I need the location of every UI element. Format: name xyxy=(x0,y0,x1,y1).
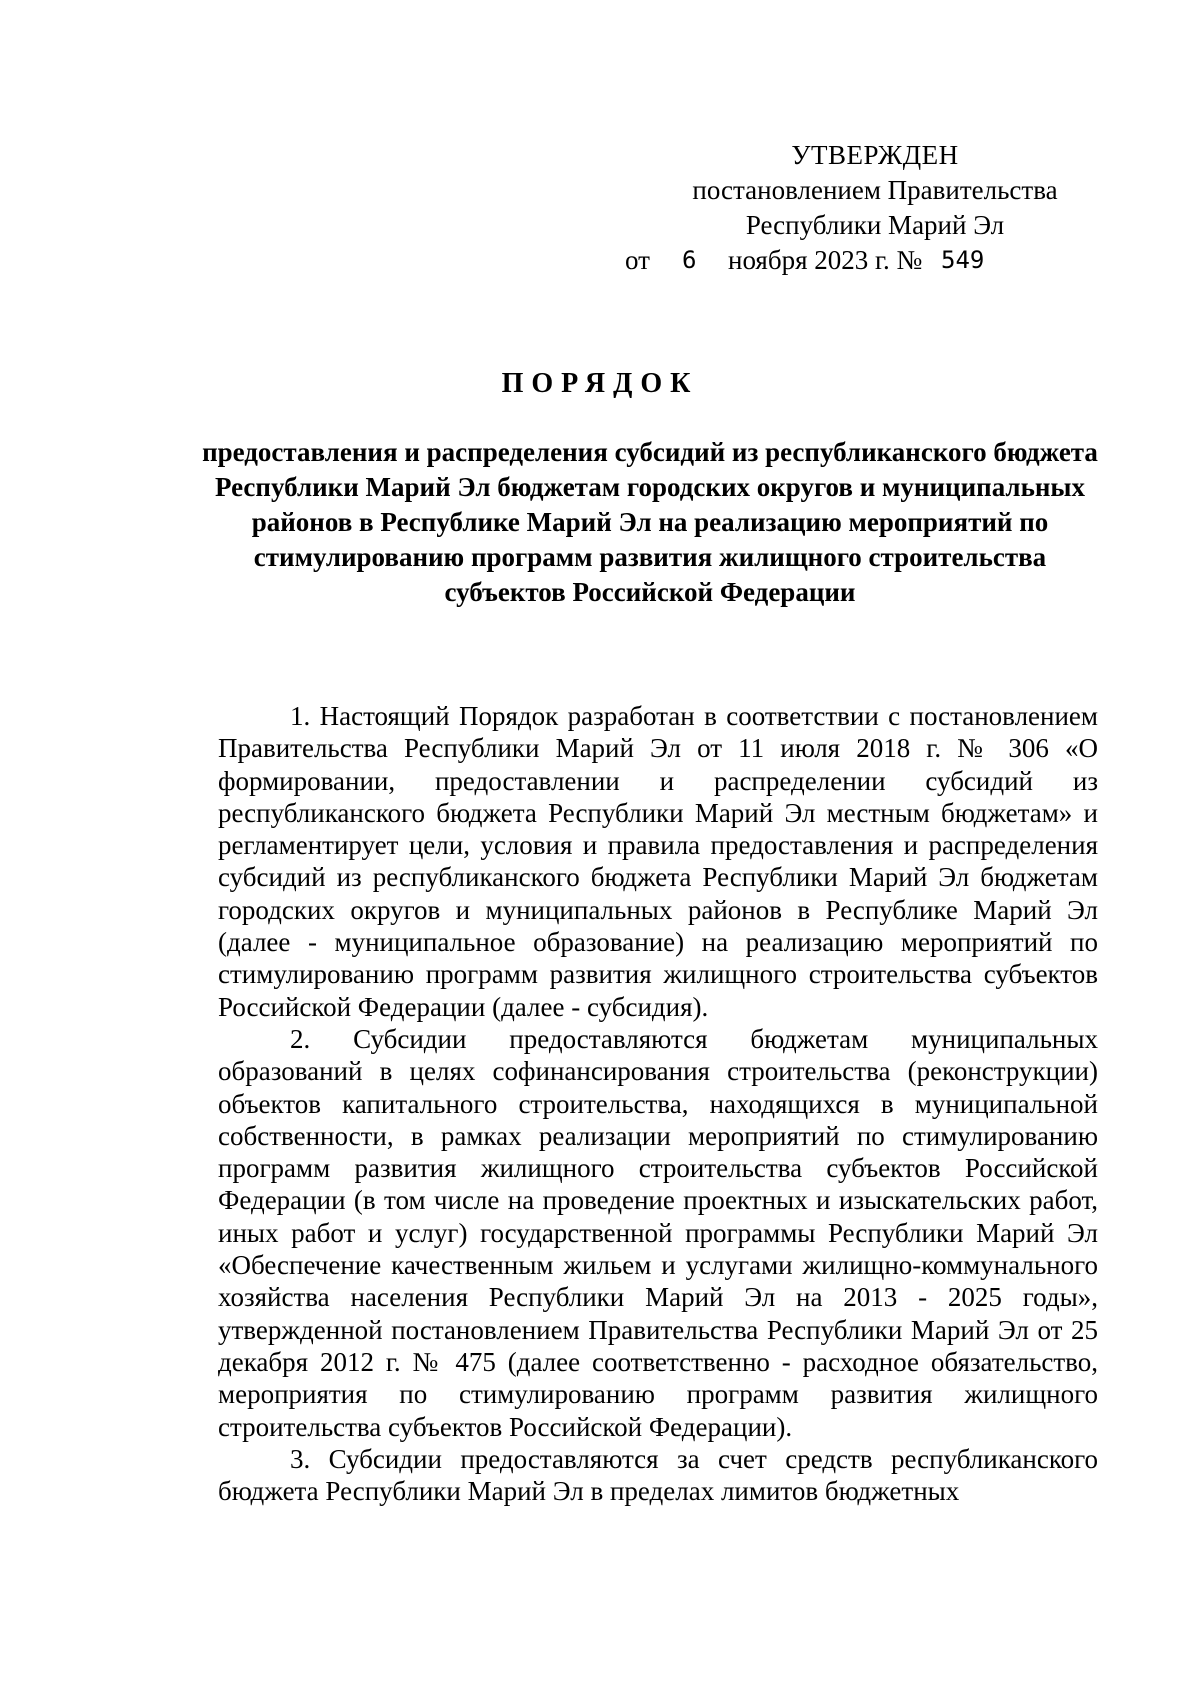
approval-date-rest: ноября 2023 г. № xyxy=(728,245,923,275)
approval-line-1: постановлением Правительства xyxy=(692,175,1058,205)
approval-block xyxy=(625,138,1075,278)
approval-line-2: Республики Марий Эл xyxy=(745,210,1005,240)
document-title: ПОРЯДОК xyxy=(501,368,699,399)
approval-heading: УТВЕРЖДЕН xyxy=(791,140,959,170)
approval-date-prefix: от xyxy=(625,245,650,275)
approval-date-day: 6 xyxy=(682,246,697,274)
paragraph-2: 2. Субсидии предоставляются бюджетам муниципальных образований в целях софинансирования строительства (реконструкции) объектов капитального строительства, находящихся в муниципальной собственности, в рамках реализации мероприятий по стимулированию программ развития жилищного строительства субъектов Российской Федерации (в том числе на проведение проектных и изыскательских работ, иных работ и услуг) государственной программы Республики Марий Эл «Обеспечение качественным жильем и услугами жилищно-коммунального хозяйства населения Республики Марий Эл на 2013 - 2025 годы», утвержденной постановлением Правительства Республики Марий Эл от 25 декабря 2012 г. № 475 (далее соответственно - расходное обязательство, мероприятия по стимулированию программ развития жилищного строительства субъектов Российской Федерации). xyxy=(218,1023,1098,1442)
document-subtitle: предоставления и распределения субсидий из республиканского бюджета Республики Марий Эл бюджетам городских округов и муниципальных районов в Республике Марий Эл на реализацию мероприятий по стимулированию программ развития жилищного строительства субъектов Российской Федерации xyxy=(202,437,1098,607)
document-body xyxy=(218,700,1098,1507)
approval-date-number: 549 xyxy=(941,246,985,274)
approval-date-line xyxy=(625,243,1075,278)
paragraph-3: 3. Субсидии предоставляются за счет средств республиканского бюджета Республики Марий Эл в пределах лимитов бюджетных xyxy=(218,1443,1098,1507)
paragraph-1: 1. Настоящий Порядок разработан в соответствии с постановлением Правительства Республики Марий Эл от 11 июля 2018 г. № 306 «О формировании, предоставлении и распределении субсидий из республиканского бюджета Республики Марий Эл местным бюджетам» и регламентирует цели, условия и правила предоставления и распределения субсидий из республиканского бюджета Республики Марий Эл бюджетам городских округов и муниципальных районов в Республике Марий Эл (далее - муниципальное образование) на реализацию мероприятий по стимулированию программ развития жилищного строительства субъектов Российской Федерации (далее - субсидия). xyxy=(218,701,1098,1022)
